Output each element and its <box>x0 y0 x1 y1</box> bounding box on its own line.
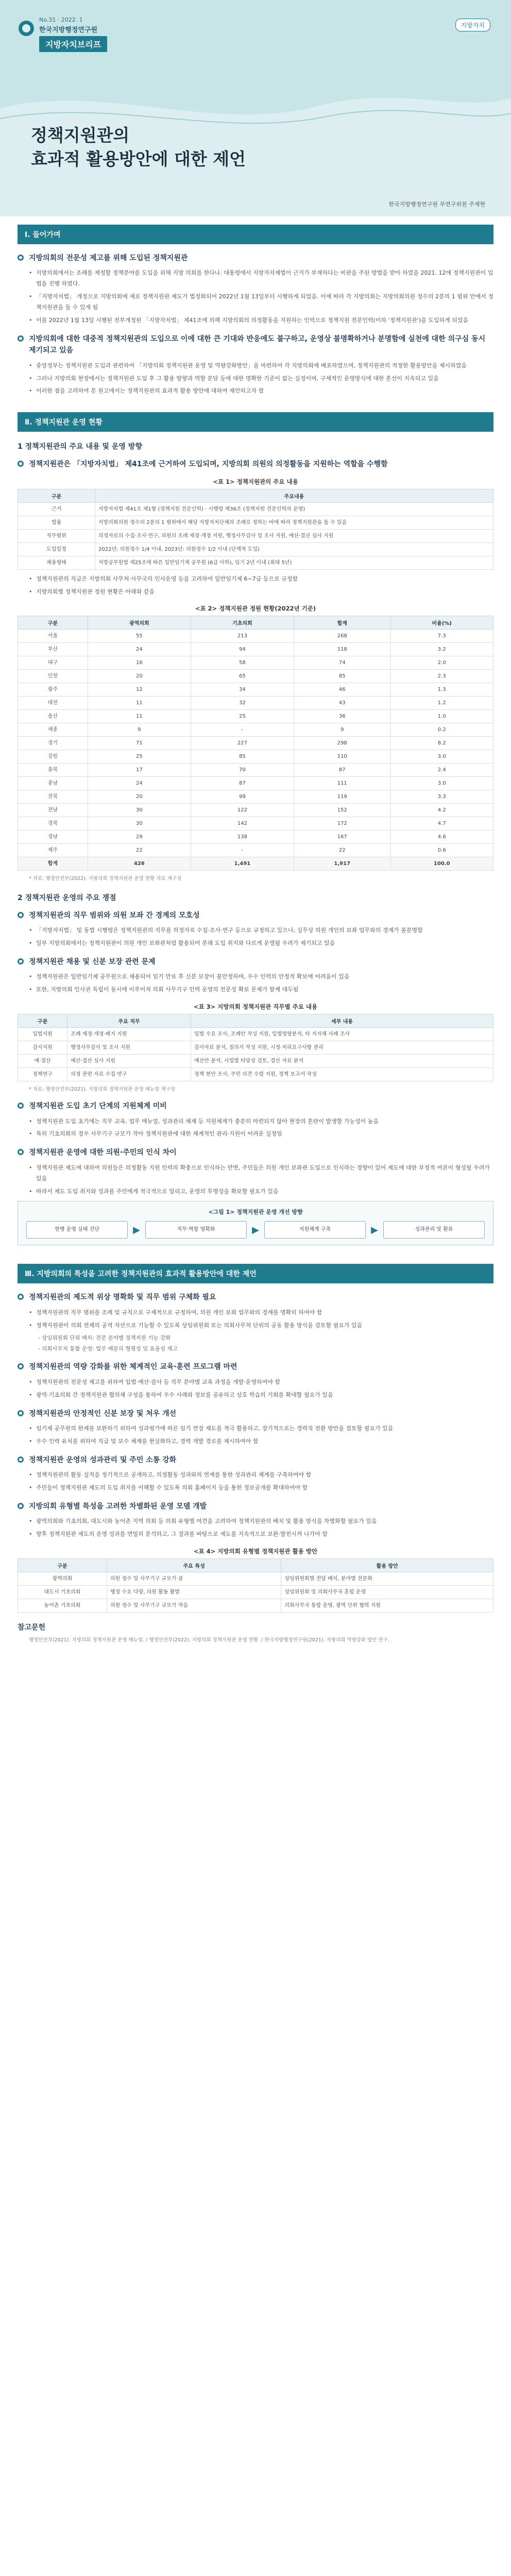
table-cell: 0.2 <box>390 723 493 737</box>
arrow-right-icon: ▶ <box>252 1224 259 1235</box>
table-cell: 118 <box>294 643 391 656</box>
table-cell: 3.0 <box>390 750 493 764</box>
circle-bullet-icon <box>18 958 24 964</box>
sub-bullet-item: - 의회사무처 통합 운영: 업무 배분의 형평성 및 효율성 제고 <box>38 1346 178 1352</box>
flow-step: 직무·역할 명확화 <box>145 1221 247 1239</box>
table-header: 세부 내용 <box>191 1014 493 1028</box>
table-cell: 11 <box>88 697 191 710</box>
subsection-title: 2 정책지원관 운영의 주요 쟁점 <box>18 893 116 902</box>
table-cell: 3.3 <box>390 790 493 804</box>
bullet-item: • 정책지원관의 직무 범위를 조례 및 규칙으로 구체적으로 규정하여, 의원 개인 보좌 업무와의 경계를 명확히 하여야 함 <box>29 1308 493 1318</box>
table-row <box>18 656 493 670</box>
table-cell: 정책연구 <box>18 1068 67 1081</box>
table-row <box>18 844 493 857</box>
lead-item: 정책지원관의 제도적 위상 명확화 및 직무 범위 구체화 필요 <box>18 1292 493 1303</box>
table-cell: 7.3 <box>390 630 493 643</box>
bullet-item: • 중앙정부는 정책지원관 도입과 관련하여 「지방의회 정책지원관 운영 및 역량강화방안」을 마련하여 각 지방의회에 배포하였으며, 정책지원관의 적정한 활용방안을 제시하였음 <box>29 361 493 371</box>
bullet-item: • 정책지원관은 일반임기제 공무원으로 채용되어 임기 만료 후 신분 보장이 불안정하며, 우수 인력의 안정적 확보에 어려움이 있음 <box>29 972 493 982</box>
table-cell: 119 <box>294 790 391 804</box>
table-cell: 3.2 <box>390 643 493 656</box>
section-heading: Ⅱ. 정책지원관 운영 현황 <box>18 412 493 432</box>
content-table <box>18 1558 493 1613</box>
table-1 <box>18 489 493 570</box>
dot-bullet-icon: • <box>29 1391 32 1398</box>
table-cell: 20 <box>88 790 191 804</box>
category-badge: 지방자치 <box>455 19 490 31</box>
dot-bullet-icon: • <box>29 1471 32 1479</box>
org-name: 한국지방행정연구원 <box>39 26 98 34</box>
bullet-item: • 이러한 점을 고려하여 본 원고에서는 정책지원관의 효과적 활용 방안에 대하여 제언하고자 함 <box>29 386 493 397</box>
table-row <box>18 502 493 516</box>
table-cell: 예산안 분석, 사업별 타당성 검토, 결산 자료 분석 <box>191 1055 493 1068</box>
table-row <box>18 1041 493 1055</box>
circle-bullet-icon <box>18 461 24 467</box>
lead-item: 정책지원관 운영에 대한 의원·주민의 인식 차이 <box>18 1147 493 1158</box>
table-caption: <표 1> 정책지원관의 주요 내용 <box>213 478 298 485</box>
table-cell: 지방공무원법 제25조에 따른 일반임기제 공무원 (6급 이하), 임기 2년 이내 (최대 5년) <box>95 556 493 569</box>
table-cell: 2.0 <box>390 656 493 670</box>
table-cell: 20 <box>88 670 191 683</box>
table-header: 비율(%) <box>390 616 493 630</box>
table-cell: 의원 정수 및 사무기구 규모가 큼 <box>107 1572 281 1586</box>
table-cell: 58 <box>191 656 294 670</box>
table-cell: 대전 <box>18 697 88 710</box>
table-cell: 25 <box>88 750 191 764</box>
table-cell: 감사지원 <box>18 1041 67 1055</box>
table-cell: 87 <box>294 764 391 777</box>
table-cell: 합계 <box>18 857 88 871</box>
table-cell: 2022년: 의원정수 1/4 이내, 2023년: 의원정수 1/2 이내 (단계적 도입) <box>95 543 493 556</box>
bullet-item: • 정책지원관의 직급은 지방의회 사무처·사무국의 인사운영 등을 고려하여 일반임기제 6~7급 등으로 규정함 <box>29 574 493 585</box>
table-cell: 행정 수요 다양, 의원 활동 활발 <box>107 1586 281 1599</box>
circle-bullet-icon <box>18 1294 24 1300</box>
table-cell: 17 <box>88 764 191 777</box>
flow-step: 성과관리 및 환류 <box>383 1221 485 1239</box>
table-cell: 268 <box>294 630 391 643</box>
table-note: * 자료: 행정안전부(2022). 지방의회 정책지원관 운영 현황 자료 재구성 <box>29 876 182 882</box>
references-text: 행정안전부(2021). 지방의회 정책지원관 운영 매뉴얼. / 행정안전부(2022). 지방의회 정책지원관 운영 현황. / 한국지방행정연구원(2021). 지방의회 역량강화 방안 연구. <box>29 1637 389 1643</box>
table-cell: 9 <box>88 723 191 737</box>
table-cell: 2.3 <box>390 670 493 683</box>
table-cell: 1,917 <box>294 857 391 871</box>
dot-bullet-icon: • <box>29 1188 32 1195</box>
table-row <box>18 1055 493 1068</box>
dot-bullet-icon: • <box>29 575 32 582</box>
table-row <box>18 670 493 683</box>
table-cell: 122 <box>191 804 294 817</box>
dot-bullet-icon: • <box>29 1531 32 1538</box>
table-cell: 지방의회의원 정수의 2분의 1 범위에서 해당 지방자치단체의 조례로 정하는 바에 따라 정책지원관을 둘 수 있음 <box>95 516 493 529</box>
dot-bullet-icon: • <box>29 387 32 395</box>
bullet-item: • 주민들이 정책지원관 제도의 도입 취지를 이해할 수 있도록 의회 홈페이지 등을 통한 정보공개를 확대하여야 함 <box>29 1483 493 1494</box>
bullet-item: • 특히 기초의회의 경우 사무기구 규모가 작아 정책지원관에 대한 체계적인 관리·지원이 어려운 실정임 <box>29 1129 493 1140</box>
dot-bullet-icon: • <box>29 1484 32 1491</box>
table-cell: 3.0 <box>390 777 493 790</box>
table-cell: 30 <box>88 817 191 831</box>
circle-bullet-icon <box>18 912 24 918</box>
dot-bullet-icon: • <box>29 986 32 993</box>
table-cell: 전북 <box>18 790 88 804</box>
table-cell: 의원 정수 및 사무기구 규모가 작음 <box>107 1599 281 1613</box>
table-cell: 29 <box>88 831 191 844</box>
table-header: 구분 <box>18 1559 107 1572</box>
dot-bullet-icon: • <box>29 1378 32 1385</box>
header-logo <box>19 16 107 52</box>
table-cell: 4.7 <box>390 817 493 831</box>
lead-item: 지방의회 유형별 특성을 고려한 차별화된 운영 모델 개발 <box>18 1501 493 1512</box>
table-cell: 298 <box>294 737 391 750</box>
table-row <box>18 630 493 643</box>
table-cell: 법률 <box>18 516 95 529</box>
bullet-item: • 정책지원관의 활동 실적을 정기적으로 공개하고, 의정활동 성과와의 연계를 통한 성과관리 체계를 구축하여야 함 <box>29 1470 493 1481</box>
table-cell: 인천 <box>18 670 88 683</box>
section-intro <box>0 216 511 404</box>
table-cell: 경기 <box>18 737 88 750</box>
references-title: 참고문헌 <box>18 1623 46 1632</box>
dot-bullet-icon: • <box>29 375 32 382</box>
table-cell: 227 <box>191 737 294 750</box>
table-cell: 100.0 <box>390 857 493 871</box>
table-row <box>18 817 493 831</box>
table-caption: <표 3> 지방의회 정책지원관 직무별 주요 내용 <box>193 1003 318 1010</box>
figure-title: <그림 1> 정책지원관 운영 개선 방향 <box>208 1209 303 1216</box>
table-caption: <표 4> 지방의회 유형별 정책지원관 활용 방안 <box>193 1548 318 1555</box>
table-cell: 34 <box>191 683 294 697</box>
dot-bullet-icon: • <box>29 1518 32 1525</box>
bullet-item: • 「지방자치법」 개정으로 지방의회에 새로 정책지원관 제도가 법정화되어 2022년 1월 13일부터 시행하게 되었음. 이에 따라 각 지방의회는 지방의회의원 정수의 2분의 1 범위 안에서 정책지원관을 둘 수 있게 됨 <box>29 292 493 313</box>
table-cell: 138 <box>191 831 294 844</box>
table-cell: 강원 <box>18 750 88 764</box>
table-cell: 36 <box>294 710 391 723</box>
table-cell: 9 <box>294 723 391 737</box>
table-cell: 87 <box>191 777 294 790</box>
lead-item: 정책지원관은 「지방자치법」 제41조에 근거하여 도입되며, 지방의회 의원의 의정활동을 지원하는 역할을 수행함 <box>18 459 493 470</box>
table-cell: 충북 <box>18 764 88 777</box>
table-cell: 55 <box>88 630 191 643</box>
dot-bullet-icon: • <box>29 1309 32 1316</box>
table-row <box>18 777 493 790</box>
table-row <box>18 529 493 543</box>
table-row <box>18 516 493 529</box>
table-cell: 채용형태 <box>18 556 95 569</box>
bullet-item: • 정책지원관의 전문성 제고를 위하여 입법·예산·감사 등 직무 분야별 교육 과정을 개발·운영하여야 함 <box>29 1377 493 1388</box>
table-2 <box>18 616 493 871</box>
table-row <box>18 790 493 804</box>
lead-item: 정책지원관의 직무 범위와 의원 보좌 간 경계의 모호성 <box>18 910 493 921</box>
bullet-item: • 「지방자치법」 및 동법 시행령은 정책지원관의 직무를 의정자료 수집·조사·연구 등으로 규정하고 있으나, 실무상 의원 개인의 보좌 업무와의 경계가 불분명함 <box>29 925 493 936</box>
table-cell: 0.6 <box>390 844 493 857</box>
table-cell: 2.4 <box>390 764 493 777</box>
table-row <box>18 543 493 556</box>
table-header: 구분 <box>18 616 88 630</box>
table-cell: 71 <box>88 737 191 750</box>
table-cell: 24 <box>88 777 191 790</box>
header-banner <box>0 0 511 216</box>
institute-logo-icon <box>19 21 34 36</box>
table-cell: 172 <box>294 817 391 831</box>
table-cell: 세종 <box>18 723 88 737</box>
table-row <box>18 1586 493 1599</box>
content-table <box>18 616 493 871</box>
subsection-title: 1 정책지원관의 주요 내용 및 운영 방향 <box>18 443 142 451</box>
dot-bullet-icon: • <box>29 973 32 980</box>
bullet-item: • 정책지원관 도입 초기에는 직무 교육, 업무 매뉴얼, 성과관리 체계 등 지원체계가 충분히 마련되지 않아 현장의 혼란이 발생할 가능성이 높음 <box>29 1116 493 1127</box>
table-cell: 행정사무감사 및 조사 지원 <box>67 1041 191 1055</box>
table-header: 구분 <box>18 1014 67 1028</box>
content-table <box>18 489 493 570</box>
bullet-item: • 정책지원관이 의회 전체의 공적 자산으로 기능할 수 있도록 상임위원회 또는 의회사무처 단위의 공동 활용 방식을 검토할 필요가 있음 <box>29 1320 493 1331</box>
table-cell: 12 <box>88 683 191 697</box>
table-4 <box>18 1558 493 1613</box>
table-row <box>18 697 493 710</box>
table-cell: 광역의회 <box>18 1572 107 1586</box>
flow-step: 현행 운영 실태 진단 <box>26 1221 128 1239</box>
circle-bullet-icon <box>18 1503 24 1509</box>
table-row <box>18 683 493 697</box>
table-row <box>18 556 493 569</box>
content-table <box>18 1014 493 1081</box>
table-cell: 213 <box>191 630 294 643</box>
table-cell: 상임위원회별 전담 배치, 분야별 전문화 <box>281 1572 493 1586</box>
figure-box <box>18 1201 493 1245</box>
table-cell: 22 <box>88 844 191 857</box>
table-cell: 16 <box>88 656 191 670</box>
table-cell: 43 <box>294 697 391 710</box>
table-cell: 110 <box>294 750 391 764</box>
table-cell: 대도시 기초의회 <box>18 1586 107 1599</box>
bullet-item: • 이를 2022년 1월 13일 시행된 전부개정된 「지방자치법」 제41조에 의해 지방의회의 의정활동을 지원하는 인력으로 정책지원 전문인력(이하 '정책지원관')을 도입하게 되었음 <box>29 315 493 326</box>
table-cell: 167 <box>294 831 391 844</box>
bullet-item: • 따라서 제도 도입 취지와 성과를 주민에게 적극적으로 알리고, 운영의 투명성을 확보할 필요가 있음 <box>29 1187 493 1197</box>
table-cell: 울산 <box>18 710 88 723</box>
table-total-row <box>18 857 493 871</box>
flow-step: 지원체계 구축 <box>264 1221 366 1239</box>
section-heading: Ⅰ. 들어가며 <box>18 225 493 244</box>
circle-bullet-icon <box>18 1363 24 1369</box>
bullet-item: • 일부 지방의회에서는 정책지원관이 의원 개인 보좌관처럼 활용되어 본래 도입 취지와 다르게 운영될 우려가 제기되고 있음 <box>29 938 493 949</box>
title-line-2: 효과적 활용방안에 대한 제언 <box>31 149 246 170</box>
table-row <box>18 750 493 764</box>
table-cell: 4.2 <box>390 804 493 817</box>
table-cell: 25 <box>191 710 294 723</box>
table-header: 주요 직무 <box>67 1014 191 1028</box>
table-cell: 상임위원회 및 의회사무국 혼합 운영 <box>281 1586 493 1599</box>
table-cell: - <box>191 723 294 737</box>
table-cell: 직무범위 <box>18 529 95 543</box>
bullet-item: • 정책지원관 제도에 대하여 의원들은 의정활동 지원 인력의 확충으로 인식하는 반면, 주민들은 의원 개인 보좌관 도입으로 인식하는 경향이 있어 제도에 대한 부정적 여론이 형성될 우려가 있음 <box>29 1163 493 1184</box>
circle-bullet-icon <box>18 1410 24 1416</box>
table-header: 구분 <box>18 489 95 502</box>
lead-item: 정책지원관 도입 초기 단계의 지원체계 미비 <box>18 1100 493 1112</box>
table-cell: 충남 <box>18 777 88 790</box>
circle-bullet-icon <box>18 1456 24 1463</box>
table-cell: 예·결산 <box>18 1055 67 1068</box>
page-title <box>31 124 246 171</box>
lead-item: 정책지원관 운영의 성과관리 및 주민 소통 강화 <box>18 1454 493 1466</box>
table-3 <box>18 1014 493 1081</box>
table-cell: 85 <box>294 670 391 683</box>
table-cell: 142 <box>191 817 294 831</box>
table-cell: 의회사무국 통합 운영, 광역 단위 협력 지원 <box>281 1599 493 1613</box>
bullet-item: • 또한, 지방의회 인사권 독립이 동시에 이루어져 의회 사무기구 인력 운영의 전문성 확보 문제가 함께 대두됨 <box>29 985 493 995</box>
table-cell: 조례 제정·개정·폐지 지원 <box>67 1028 191 1041</box>
table-cell: 광주 <box>18 683 88 697</box>
table-cell: 전남 <box>18 804 88 817</box>
process-flow <box>26 1221 485 1239</box>
table-row <box>18 737 493 750</box>
dot-bullet-icon: • <box>29 316 32 324</box>
table-cell: - <box>191 844 294 857</box>
table-cell: 85 <box>191 750 294 764</box>
section-heading: Ⅲ. 지방의회의 특성을 고려한 정책지원관의 효과적 활용방안에 대한 제언 <box>18 1264 493 1283</box>
table-row <box>18 1028 493 1041</box>
circle-bullet-icon <box>18 1103 24 1109</box>
author-line: 한국지방행정연구원 부연구위원 주재현 <box>388 201 485 208</box>
dot-bullet-icon: • <box>29 1130 32 1138</box>
dot-bullet-icon: • <box>29 1437 32 1445</box>
table-cell: 경남 <box>18 831 88 844</box>
table-cell: 감사자료 분석, 질의서 작성 지원, 시정·처리요구사항 관리 <box>191 1041 493 1055</box>
brief-brand: 지방자치브리프 <box>39 36 107 52</box>
table-cell: 152 <box>294 804 391 817</box>
table-header: 합계 <box>294 616 391 630</box>
table-header: 활용 방안 <box>281 1559 493 1572</box>
circle-bullet-icon <box>18 1149 24 1155</box>
table-cell: 24 <box>88 643 191 656</box>
table-cell: 1.0 <box>390 710 493 723</box>
table-header: 주요내용 <box>95 489 493 502</box>
table-cell: 70 <box>191 764 294 777</box>
bullet-item: • 향후 정책지원관 제도의 운영 성과를 면밀히 분석하고, 그 결과를 바탕으로 제도를 지속적으로 보완·발전시켜 나가야 함 <box>29 1529 493 1540</box>
table-cell: 의정 관련 자료 수집·연구 <box>67 1068 191 1081</box>
bullet-item: • 광역·기초의회 간 정책지원관 협의체 구성을 통하여 우수 사례와 정보를 공유하고 상호 학습의 기회를 확대할 필요가 있음 <box>29 1390 493 1401</box>
issue-number: No.31 · 2022. 1 <box>39 16 83 23</box>
table-cell: 지방자치법 제41조 제1항 (정책지원 전문인력) · 시행령 제36조 (정책지원 전문인력의 운영) <box>95 502 493 516</box>
title-line-1: 정책지원관의 <box>31 125 130 145</box>
table-row <box>18 643 493 656</box>
dot-bullet-icon: • <box>29 1321 32 1329</box>
bullet-item: • 지방의회에서는 조례를 제정할 정책분야를 도입을 위해 지방 의회를 한다나. 대통령에서 지방자치제법이 근거가 부재하다는 비판을 주된 방법을 받아 하였을 2021. 12에 정책지원관이 입법을 진행 하였다. <box>29 268 493 290</box>
table-cell: 11 <box>88 710 191 723</box>
bullet-item: • 광역의회와 기초의회, 대도시와 농어촌 지역 의회 등 의회 유형별 여건을 고려하여 정책지원관의 배치 및 활용 방식을 차별화할 필요가 있음 <box>29 1516 493 1527</box>
table-cell: 서울 <box>18 630 88 643</box>
lead-item: 정책지원관의 역량 강화를 위한 체계적인 교육·훈련 프로그램 마련 <box>18 1361 493 1372</box>
table-cell: 8.2 <box>390 737 493 750</box>
table-cell: 1.2 <box>390 697 493 710</box>
table-cell: 30 <box>88 804 191 817</box>
table-cell: 32 <box>191 697 294 710</box>
table-cell: 22 <box>294 844 391 857</box>
table-caption: <표 2> 정책지원관 정원 현황(2022년 기준) <box>195 605 316 613</box>
table-note: * 자료: 행정안전부(2021). 지방의회 정책지원관 운영 매뉴얼 재구성 <box>29 1087 175 1092</box>
bullet-item: • 임기제 공무원의 한계를 보완하기 위하여 성과평가에 따른 임기 연장 제도를 적극 활용하고, 장기적으로는 경력직 전환 방안을 검토할 필요가 있음 <box>29 1423 493 1434</box>
dot-bullet-icon: • <box>29 1117 32 1125</box>
lead-item: 지방의회에 대한 대중적 정책지원관의 도입으로 이에 대한 큰 기대와 반응에도 불구하고, 운영상 불명확하거나 분명함에 실천에 대한 의구심 동시 제기되고 있음 <box>18 333 493 357</box>
table-row <box>18 1599 493 1613</box>
table-cell: 의정자료의 수집·조사·연구, 의원의 조례 제정·개정 지원, 행정사무감사 및 조사 지원, 예산·결산 심사 지원 <box>95 529 493 543</box>
dot-bullet-icon: • <box>29 939 32 946</box>
circle-bullet-icon <box>18 335 24 342</box>
table-row <box>18 764 493 777</box>
dot-bullet-icon: • <box>29 1164 32 1171</box>
table-cell: 94 <box>191 643 294 656</box>
dot-bullet-icon: • <box>29 269 32 277</box>
section-proposals <box>0 1256 511 1653</box>
table-cell: 99 <box>191 790 294 804</box>
table-cell: 426 <box>88 857 191 871</box>
table-row <box>18 831 493 844</box>
table-cell: 예산·결산 심사 지원 <box>67 1055 191 1068</box>
table-cell: 근거 <box>18 502 95 516</box>
sub-bullet-item: - 상임위원회 단위 배치: 전문 분야별 정책지원 기능 강화 <box>38 1334 171 1341</box>
table-cell: 입법 수요 조사, 조례안 작성 지원, 입법영향분석, 타 지자체 사례 조사 <box>191 1028 493 1041</box>
dot-bullet-icon: • <box>29 1425 32 1432</box>
bullet-item: • 지방의회별 정책지원관 정원 현황은 아래와 같음 <box>29 587 493 598</box>
dot-bullet-icon: • <box>29 293 32 300</box>
lead-item: 정책지원관 채용 및 신분 보장 관련 문제 <box>18 956 493 968</box>
bullet-item: • 우수 인력 유치를 위하여 직급 및 보수 체계를 현실화하고, 경력 개발 경로를 제시하여야 함 <box>29 1436 493 1447</box>
table-row <box>18 1068 493 1081</box>
table-header: 광역의회 <box>88 616 191 630</box>
table-row <box>18 1572 493 1586</box>
table-cell: 도입일정 <box>18 543 95 556</box>
table-cell: 제주 <box>18 844 88 857</box>
table-cell: 부산 <box>18 643 88 656</box>
bullet-item: • 그러나 지방의회 현장에서는 정책지원관 도입 후 그 활용 방향과 역할 분담 등에 대한 명확한 기준이 없는 실정이며, 구체적인 운영방식에 대한 혼선이 지속되고 있음 <box>29 374 493 384</box>
table-cell: 111 <box>294 777 391 790</box>
dot-bullet-icon: • <box>29 927 32 934</box>
table-cell: 입법지원 <box>18 1028 67 1041</box>
table-cell: 65 <box>191 670 294 683</box>
table-cell: 농어촌 기초의회 <box>18 1599 107 1613</box>
table-row <box>18 804 493 817</box>
dot-bullet-icon: • <box>29 588 32 595</box>
dot-bullet-icon: • <box>29 362 32 369</box>
table-row <box>18 710 493 723</box>
lead-item: 지방의회의 전문성 제고를 위해 도입된 정책지원관 <box>18 252 493 264</box>
table-cell: 1,491 <box>191 857 294 871</box>
table-cell: 46 <box>294 683 391 697</box>
table-cell: 정책 현안 조사, 주민 의견 수렴 지원, 정책 보고서 작성 <box>191 1068 493 1081</box>
table-cell: 경북 <box>18 817 88 831</box>
table-header: 주요 특성 <box>107 1559 281 1572</box>
section-status <box>0 404 511 1256</box>
circle-bullet-icon <box>18 255 24 261</box>
arrow-right-icon: ▶ <box>133 1224 140 1235</box>
lead-item: 정책지원관의 안정적인 신분 보장 및 처우 개선 <box>18 1408 493 1419</box>
arrow-right-icon: ▶ <box>371 1224 378 1235</box>
table-cell: 대구 <box>18 656 88 670</box>
table-cell: 74 <box>294 656 391 670</box>
table-row <box>18 723 493 737</box>
table-cell: 1.3 <box>390 683 493 697</box>
table-cell: 4.6 <box>390 831 493 844</box>
table-header: 기초의회 <box>191 616 294 630</box>
